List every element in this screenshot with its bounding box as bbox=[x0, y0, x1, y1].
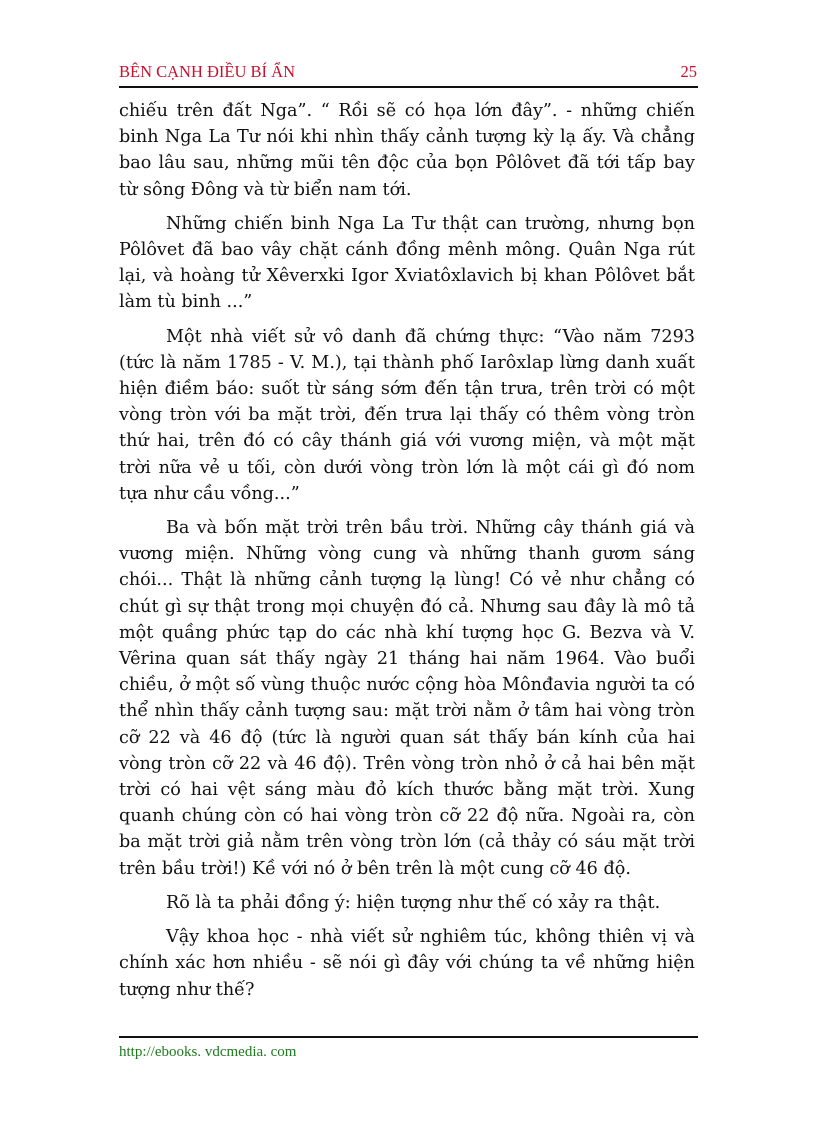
page-body bbox=[119, 98, 695, 1011]
paragraph-5: Rõ là ta phải đồng ý: hiện tượng như thế có xảy ra thật. bbox=[166, 892, 661, 913]
footer-url[interactable]: http://ebooks. vdcmedia. com bbox=[119, 1044, 297, 1060]
page-number: 25 bbox=[680, 62, 697, 81]
header-divider bbox=[119, 86, 698, 88]
paragraph-6: Vậy khoa học - nhà viết sử nghiêm túc, không thiên vị và chính xác hơn nhiều - sẽ nói gì đây với chúng ta về những hiện tượng như thế? bbox=[119, 927, 695, 1000]
paragraph-2: Những chiến binh Nga La Tư thật can trường, nhưng bọn Pôlôvet đã bao vây chặt cánh đồng mênh mông. Quân Nga rút lại, và hoàng tử Xêverxki Igor Xviatôxlavich bị khan Pôlôvet bắt làm tù binh ...” bbox=[119, 213, 695, 313]
book-title: BÊN CẠNH ĐIỀU BÍ ẨN bbox=[119, 62, 295, 81]
running-header bbox=[119, 62, 697, 82]
paragraph-1: chiếu trên đất Nga”. “ Rồi sẽ có họa lớn đây”. - những chiến binh Nga La Tư nói khi nhìn thấy cảnh tượng kỳ lạ ấy. Và chẳng bao lâu sau, những mũi tên độc của bọn Pôlôvet đã tới tấp bay từ sông Đông và từ biển nam tới. bbox=[119, 101, 695, 200]
paragraph-3: Một nhà viết sử vô danh đã chứng thực: “Vào năm 7293 (tức là năm 1785 - V. M.), tại thành phố Iarôxlap lừng danh xuất hiện điềm báo: suốt từ sáng sớm đến tận trưa, trên trời có một vòng tròn với ba mặt trời, đến trưa lại thấy có thêm vòng tròn thứ hai, trên đó có cây thánh giá với vương miện, và một mặt trời nữa vẻ u tối, còn dưới vòng tròn lớn là một cái gì đó nom tựa như cầu vồng...” bbox=[119, 326, 695, 504]
footer-divider bbox=[119, 1036, 698, 1038]
paragraph-4: Ba và bốn mặt trời trên bầu trời. Những cây thánh giá và vương miện. Những vòng cung và những thanh gươm sáng chói... Thật là những cảnh tượng lạ lùng! Có vẻ như chẳng có chút gì sự thật trong mọi chuyện đó cả. Nhưng sau đây là mô tả một quầng phức tạp do các nhà khí tượng học G. Bezva và V. Vêrina quan sát thấy ngày 21 tháng hai năm 1964. Vào buổi chiều, ở một số vùng thuộc nước cộng hòa Mônđavia người ta có thể nhìn thấy cảnh tượng sau: mặt trời nằm ở tâm hai vòng tròn cỡ 22 và 46 độ (tức là người quan sát thấy bán kính của hai vòng tròn cỡ 22 và 46 độ). Trên vòng tròn nhỏ ở cả hai bên mặt trời có hai vệt sáng màu đỏ kích thước bằng mặt trời. Xung quanh chúng còn có hai vòng tròn cỡ 22 độ nữa. Ngoài ra, còn ba mặt trời giả nằm trên vòng tròn lớn (cả thảy có sáu mặt trời trên bầu trời!) Kề với nó ở bên trên là một cung cỡ 46 độ. bbox=[119, 518, 695, 879]
